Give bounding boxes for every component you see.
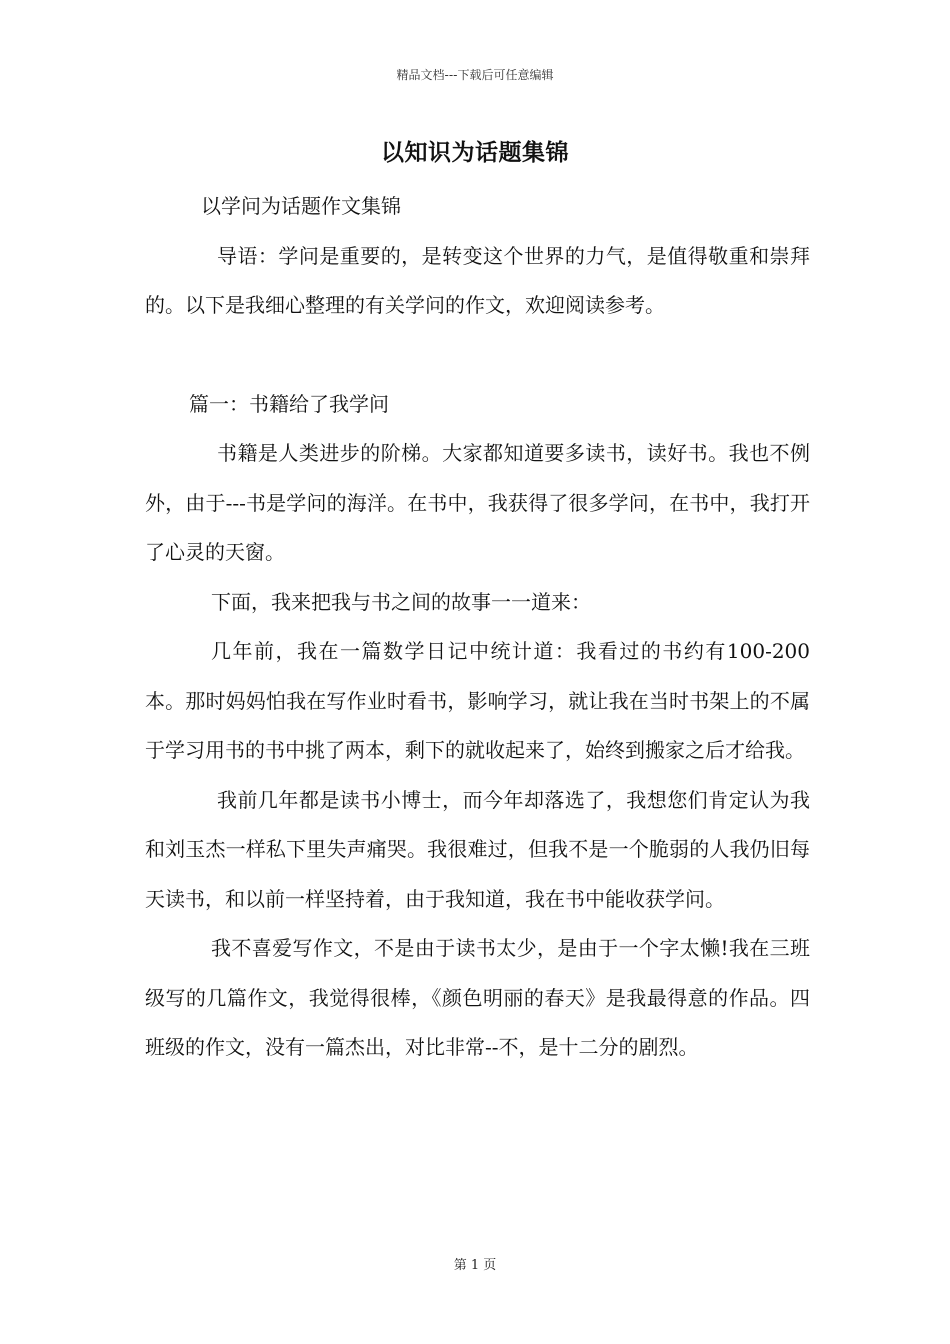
- body-paragraph: 几年前，我在一篇数学日记中统计道：我看过的书约有100-200本。那时妈妈怕我在写作业时看书，影响学习，就让我在当时书架上的不属于学习用书的书中挑了两本，剩下的就收起来了，始终到搬家之后才给我。: [145, 639, 810, 762]
- document-title: 以知识为话题集锦: [381, 139, 569, 166]
- document-body: [145, 182, 810, 1073]
- body-paragraph: 下面，我来把我与书之间的故事一一道来：: [211, 589, 591, 614]
- blank-line: [145, 331, 810, 380]
- body-paragraph: 我前几年都是读书小博士，而今年却落选了，我想您们肯定认为我和刘玉杰一样私下里失声痛哭。我很难过，但我不是一个脆弱的人我仍旧每天读书，和以前一样坚持着，由于我知道，我在书中能收获学问。: [145, 787, 810, 911]
- page-number: 第 1 页: [453, 1258, 497, 1273]
- lead-paragraph: 导语：学问是重要的，是转变这个世界的力气，是值得敬重和崇拜的。以下是我细心整理的有关学问的作文，欢迎阅读参考。: [145, 243, 810, 317]
- section-heading: 篇一：书籍给了我学问: [189, 391, 389, 416]
- page-header-note: 精品文档---下载后可任意编辑: [396, 68, 554, 82]
- document-subtitle: 以学问为话题作文集锦: [201, 194, 401, 218]
- body-paragraph: 书籍是人类进步的阶梯。大家都知道要多读书，读好书。我也不例外，由于---书是学问的海洋。在书中，我获得了很多学问，在书中，我打开了心灵的天窗。: [145, 441, 810, 564]
- body-paragraph: 我不喜爱写作文，不是由于读书太少，是由于一个字太懒!我在三班级写的几篇作文，我觉得很棒，《颜色明丽的春天》是我最得意的作品。四班级的作文，没有一篇杰出，对比非常--不，是十二分的剧烈。: [145, 936, 810, 1059]
